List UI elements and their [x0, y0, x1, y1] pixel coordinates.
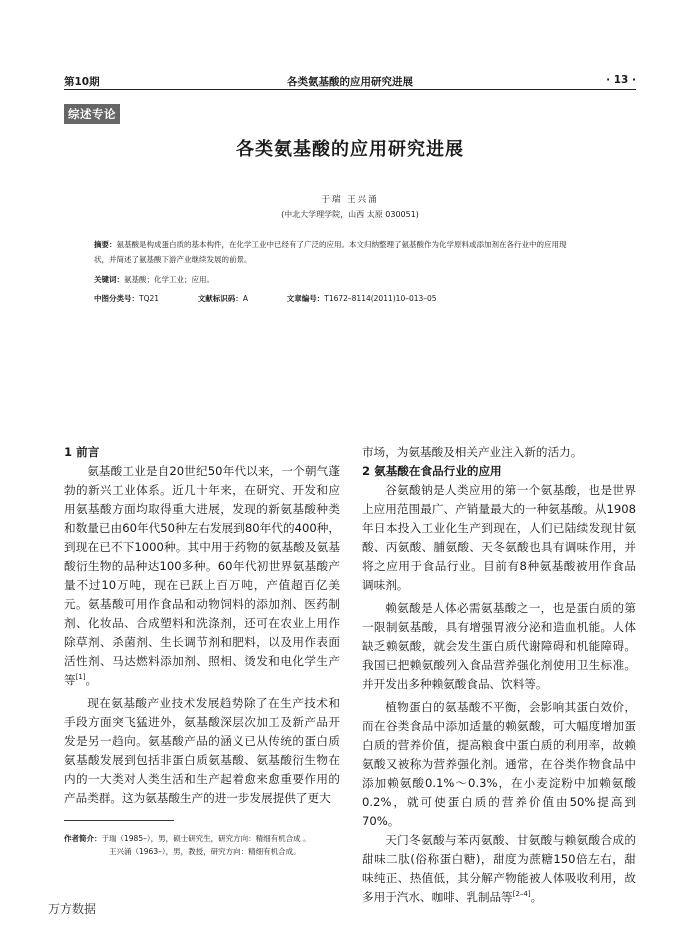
paragraph-dipeptide-text: 天门冬氨酸与苯丙氨酸、甘氨酸与赖氨酸合成的甜味二肽(俗称蛋白糖)，甜度为蔗糖150倍左右，甜味纯正、热值低，其分解产物能被人体吸收利用，故多用于汽水、咖啡、乳制品等 [362, 833, 636, 904]
doc-code-label: 文献标识码： [197, 294, 243, 303]
page-number: · 13 · [606, 74, 636, 86]
author-note [64, 832, 310, 858]
article-no-value: T1672–8114(2011)10–013–05 [324, 294, 437, 303]
clc-value: TQ21 [139, 294, 160, 303]
paragraph-glutamate: 谷氨酸钠是人类应用的第一个氨基酸，也是世界上应用范围最广、产销量最大的一种氨基酸。从1908年日本投入工业化生产到现在，人们已陆续发现甘氨酸、丙氨酸、脯氨酸、天冬氨酸也具有调味作用，并将之应用于食品行业。目前有8种氨基酸被用作食品调味剂。 [362, 483, 636, 592]
classification-row [94, 292, 437, 306]
running-title: 各类氨基酸的应用研究进展 [287, 76, 413, 88]
section-1-heading: 1 前言 [64, 445, 100, 459]
abstract-text-line1: 氨基酸是构成蛋白质的基本构件，在化学工业中已经有了广泛的应用。本文归纳整理了氨基酸作为化学原料或添加剂在各行业中的应用现 [116, 240, 567, 249]
citation-ref-2-4: [2–4] [512, 890, 531, 899]
paragraph-intro-1-text: 氨基酸工业是自20世纪50年代以来，一个朝气蓬勃的新兴工业体系。近几十年来，在研究、开发和应用氨基酸方面均取得重大进展，发现的新氨基酸种类和数量已由60年代50种左右发展到80年代的400种，到现在已不下1000种。其中用于药物的氨基酸及氨基酸衍生物的品种达100多种。60年代初世界氨基酸产量不过10万吨，现在已跃上百万吨，产值超百亿美元。氨基酸可用作食品和动物饲料的添加剂、医药制剂、化妆品、合成塑料和洗涤剂，还可在农业上用作除草剂、杀菌剂、生长调节剂和肥料，以及用作表面活性剂、马达燃料添加剂、照相、烫发和电化学生产等 [64, 464, 340, 687]
paragraph-dipeptide [362, 831, 636, 907]
keywords-label: 关键词： [94, 275, 124, 284]
author-note-label: 作者简介： [64, 834, 102, 843]
footnote-rule [64, 820, 174, 821]
section-2-heading: 2 氨基酸在食品行业的应用 [362, 464, 502, 478]
watermark: 万方数据 [48, 902, 97, 916]
paragraph-plant-protein: 植物蛋白的氨基酸不平衡，会影响其蛋白效价，而在谷类食品中添加适量的赖氨酸，可大幅度增加蛋白质的营养价值，提高粮食中蛋白质的利用率，故赖氨酸又被称为营养强化剂。通常，在谷类作物食品中添加赖氨酸0.1%～0.3%，在小麦淀粉中加赖氨酸0.2%，就可使蛋白质的营养价值由50%提高到70%。 [362, 700, 636, 828]
paragraph-continued: 市场，为氨基酸及相关产业注入新的活力。 [362, 445, 583, 459]
keywords-text: 氨基酸；化学工业；应用。 [124, 275, 214, 284]
paragraph-intro-1 [64, 462, 340, 690]
article-no-label: 文章编号： [286, 294, 325, 303]
clc-label: 中图分类号： [94, 294, 139, 303]
right-column [362, 443, 636, 907]
abstract [94, 238, 654, 252]
paragraph-dipeptide-end: 。 [530, 890, 543, 904]
doc-code-value: A [242, 294, 248, 303]
citation-ref-1: [1] [75, 673, 86, 682]
author-note-line1 [64, 832, 310, 845]
paragraph-lysine: 赖氨酸是人体必需氨基酸之一，也是蛋白质的第一限制氨基酸，具有增强胃液分泌和造血机能。人体缺乏赖氨酸，就会发生蛋白质代谢障碍和机能障碍。我国已把赖氨酸列入食品营养强化剂使用卫生标准。并开发出多种赖氨酸食品、饮料等。 [362, 601, 636, 691]
article-affiliation: (中北大学理学院，山西 太原 030051) [281, 210, 419, 219]
column-badge: 综述专论 [64, 104, 120, 124]
article-authors: 于瑞 王兴涌 [321, 195, 379, 205]
paragraph-intro-2: 现在氨基酸产业技术发展趋势除了在生产技术和手段方面突飞猛进外，氨基酸深层次加工及新产品开发是另一趋向。氨基酸产品的涵义已从传统的蛋白质氨基酸发展到包括非蛋白质氨基酸、氨基酸衍生物在内的一大类对人类生活和生产起着愈来愈重要作用的产品类群。这为氨基酸生产的进一步发展提供了更大 [64, 696, 340, 805]
author-note-text1: 于瑞（1985–），男，硕士研究生，研究方向：精细有机合成 。 [101, 834, 311, 843]
keywords [94, 273, 214, 287]
article-title: 各类氨基酸的应用研究进展 [236, 139, 464, 160]
left-column [64, 443, 340, 808]
issue-number: 第10期 [64, 76, 100, 88]
author-note-line2: 王兴涌（1963–），男，教授，研究方向：精细有机合成。 [109, 847, 301, 856]
paragraph-intro-1-end: 。 [85, 673, 98, 687]
header-rule [64, 89, 636, 90]
abstract-text-line2: 状，并简述了氨基酸下游产业继续发展的前景。 [94, 255, 252, 264]
abstract-label: 摘要： [94, 240, 117, 249]
